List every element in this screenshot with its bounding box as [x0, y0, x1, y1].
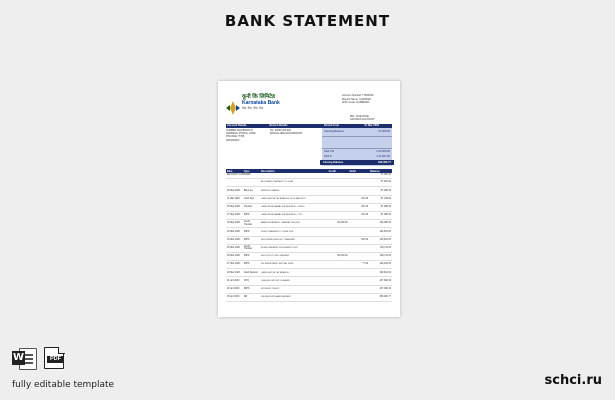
cell-date: 20 Mar 2020 — [226, 228, 243, 236]
cell-credit — [328, 285, 349, 293]
table-row — [226, 252, 392, 260]
account-holder — [350, 115, 390, 122]
cell-desc: SERVICE CHARGE — [260, 187, 328, 195]
cell-balance: 139,388.00 — [369, 220, 392, 228]
cell-desc: FUND TRANSFER TO JOHN DOE — [260, 228, 328, 236]
cell-type: CHQ — [243, 277, 260, 285]
table-row — [226, 187, 392, 195]
cell-debit: 77.00 — [349, 261, 370, 269]
cell-type — [243, 179, 260, 187]
cell-date: 17 Mar 2020 — [226, 211, 243, 219]
period-summary — [322, 128, 392, 166]
cell-type: Cash Dep — [243, 195, 260, 203]
cell-desc: ELECTRICITY BILL PAYMENT — [260, 252, 328, 260]
summary-header-cell: Branch Details — [269, 124, 288, 127]
cell-desc: AMAZON PAYMENT TRANSACTION 300 — [260, 220, 328, 228]
cell-debit — [349, 277, 370, 285]
page-title: BANK STATEMENT — [224, 12, 391, 30]
cell-debit: 150.00 — [349, 203, 370, 211]
cell-debit — [349, 252, 370, 260]
cell-balance: 57,388.00 — [369, 211, 392, 219]
table-row — [226, 269, 392, 277]
detail-line: 0000000000 — [226, 138, 240, 142]
cell-debit — [349, 244, 370, 252]
paid-in-row — [324, 155, 390, 158]
cell-desc: CASH WITHDRAWAL FROM ATM NO. 123456 — [260, 203, 328, 211]
table-row — [226, 293, 392, 301]
transactions-table — [226, 169, 392, 302]
summary-header-cell: Account Details — [227, 124, 247, 127]
row-value: 2,11,007.00 — [376, 155, 390, 158]
cell-balance: 139,519.00 — [369, 228, 392, 236]
opening-balance-row — [324, 130, 390, 133]
cell-debit: 100.00 — [349, 211, 370, 219]
detail-line: ADDRESS, POSTAL CODE — [226, 132, 256, 136]
cell-type: Credit Transfer — [243, 220, 260, 228]
cell-date: 23 Mar 2020 — [226, 236, 243, 244]
cell-desc: SIP INVESTMENT MUTUAL FUND — [260, 261, 328, 269]
cell-type: Cash Deposit — [243, 269, 260, 277]
cell-credit — [328, 293, 349, 301]
bank-logo-icon — [226, 101, 240, 115]
row-value: 57,000.00 — [378, 130, 390, 133]
cell-debit — [349, 269, 370, 277]
cell-type: IMPS — [243, 252, 260, 260]
word-icon — [12, 347, 36, 369]
cell-credit — [328, 228, 349, 236]
table-row — [226, 236, 392, 244]
cell-debit: 100.00 — [349, 236, 370, 244]
detail-line: NUMBER AND BRANCH — [226, 129, 253, 132]
cell-date: 27 Mar 2020 — [226, 261, 243, 269]
cell-date — [226, 179, 243, 187]
cell-credit: 82,000.00 — [328, 220, 349, 228]
cell-desc: RECURRING DEPOSIT TRANSFER — [260, 236, 328, 244]
cell-balance: 139,711.00 — [369, 244, 392, 252]
account-meta — [342, 94, 392, 105]
row-label: Paid Out — [324, 150, 335, 153]
cell-credit — [328, 195, 349, 203]
cell-date: 26 Mar 2020 — [226, 244, 243, 252]
cell-credit — [328, 179, 349, 187]
detail-line: BANGALORE MAIN BRANCH — [270, 132, 303, 136]
cell-date: 02 Apr 2020 — [226, 285, 243, 293]
table-row — [226, 244, 392, 252]
cell-debit — [349, 293, 370, 301]
word-letter: W — [12, 352, 25, 363]
cell-date: 15 Mar 2020 — [226, 203, 243, 211]
cell-desc: CHEQUE DEPOSIT CLEARED — [260, 277, 328, 285]
pdf-label: PDF — [47, 356, 64, 363]
bank-logo — [226, 95, 286, 121]
cell-credit — [328, 187, 349, 195]
meta-line: IFSC Code: KARB0000 — [342, 101, 370, 105]
cell-type: IMPS — [243, 211, 260, 219]
cell-credit — [328, 269, 349, 277]
cell-credit: 60,000.00 — [328, 252, 349, 260]
table-row — [226, 261, 392, 269]
table-row — [226, 211, 392, 219]
cell-balance: 57,000.00 — [369, 173, 392, 179]
cell-credit — [328, 236, 349, 244]
cell-balance: 139,618.00 — [369, 236, 392, 244]
bank-name-hindi: कूनी कि लिमिटेड — [242, 94, 275, 100]
cell-credit — [328, 277, 349, 285]
holder-name: MR. JOHN DOE — [350, 115, 369, 118]
row-value: 308,396.77 — [378, 161, 391, 164]
table-row — [226, 285, 392, 293]
column-header: Type — [243, 169, 260, 173]
cell-date: 11 Mar 2020 — [226, 195, 243, 203]
meta-line: Branch Name: CHENNAI — [342, 97, 371, 101]
cell-credit — [328, 211, 349, 219]
branch-details — [270, 129, 318, 135]
table-row — [226, 277, 392, 285]
account-kind: SAVINGS ACCOUNT — [350, 118, 375, 122]
caption: fully editable template — [12, 380, 115, 390]
cell-debit — [349, 179, 370, 187]
cell-debit — [349, 285, 370, 293]
table-row — [226, 179, 392, 187]
cell-type: IMPS — [243, 236, 260, 244]
cell-debit — [349, 187, 370, 195]
cell-desc: INTEREST CREDIT — [260, 285, 328, 293]
summary-body — [226, 128, 392, 166]
cell-type: Bank fee — [243, 187, 260, 195]
cell-desc: ONLINE PURCHASE PAYMENT — [260, 293, 328, 301]
cell-balance: 199,634.00 — [369, 269, 392, 277]
cell-credit — [328, 203, 349, 211]
account-details — [226, 129, 268, 142]
cell-type: IMPS — [243, 228, 260, 236]
cell-desc: CASH DEPOSIT AT BRANCH — [260, 269, 328, 277]
cell-balance: 57,138.00 — [369, 195, 392, 203]
cell-balance: 237,900.00 — [369, 277, 392, 285]
bank-statement-document — [218, 81, 400, 317]
cell-type: IMPS — [243, 285, 260, 293]
bank-tagline: बैंक, बैंक, बैंक, बैंक — [242, 106, 264, 110]
column-header: Credit — [328, 169, 349, 173]
cell-type: IMPS — [243, 261, 260, 269]
cell-desc: BONUS PAYMENT FROM EMPLOYER — [260, 244, 328, 252]
cell-desc: CASH DEPOSIT AT BRANCH ON 11 MAR 2020 — [260, 195, 328, 203]
detail-line: PINCODE 77788 — [226, 135, 245, 139]
cell-desc: CASH WITHDRAWAL FROM ATM NO. 7772 — [260, 211, 328, 219]
file-format-icons — [12, 347, 64, 369]
cell-type: Transfer — [243, 203, 260, 211]
cell-credit — [328, 244, 349, 252]
cell-date: 03 Mar 2020 — [226, 187, 243, 195]
column-header: Date — [226, 169, 243, 173]
cell-date: 18 Mar 2020 — [226, 220, 243, 228]
row-label: Paid In — [324, 155, 333, 158]
cell-debit: 100.00 — [349, 195, 370, 203]
cell-desc: AUTOMATIC PAYMENT TO JOHN — [260, 179, 328, 187]
cell-balance: 199,634.00 — [369, 261, 392, 269]
row-label: Closing Balance — [323, 161, 344, 164]
row-label: Opening Balance — [324, 130, 344, 133]
closing-balance-row — [320, 160, 394, 165]
cell-credit — [328, 261, 349, 269]
column-header: Balance — [369, 169, 392, 173]
meta-line: Account Number 77000000 — [342, 94, 374, 97]
table-row — [226, 228, 392, 236]
cell-date: 01 Apr 2020 — [226, 277, 243, 285]
cell-balance: 57,288.00 — [369, 203, 392, 211]
cell-debit — [349, 220, 370, 228]
cell-balance: 57,018.00 — [369, 179, 392, 187]
cell-debit — [349, 228, 370, 236]
cell-balance: 57,038.00 — [369, 187, 392, 195]
column-header: Description — [260, 169, 328, 173]
cell-date: 29 Mar 2020 — [226, 269, 243, 277]
summary-header-cell: 01 Mar 2020 — [364, 124, 380, 127]
column-header: Debit — [349, 169, 370, 173]
table-row — [226, 203, 392, 211]
table-row — [226, 220, 392, 228]
row-value: 1,00,000.00 — [376, 150, 390, 153]
cell-balance: 199,711.00 — [369, 252, 392, 260]
cell-type: DD — [243, 293, 260, 301]
detail-line: NO. 00000 000 000 — [270, 129, 291, 132]
pdf-icon — [44, 347, 64, 369]
bank-name: Karnataka Bank — [242, 99, 280, 106]
cell-type: Credit Transfer — [243, 244, 260, 252]
site-name: schci.ru — [544, 373, 602, 388]
table-row — [226, 195, 392, 203]
cell-date: 28 Mar 2020 — [226, 252, 243, 260]
cell-date: 03 Apr 2020 — [226, 293, 243, 301]
cell-balance: 308,396.77 — [369, 293, 392, 301]
summary-header-cell: Period From — [323, 124, 340, 127]
cell-brought-forward: BROUGHT FORWARD — [226, 173, 369, 179]
paid-out-row — [324, 150, 390, 153]
cell-balance: 237,900.00 — [369, 285, 392, 293]
